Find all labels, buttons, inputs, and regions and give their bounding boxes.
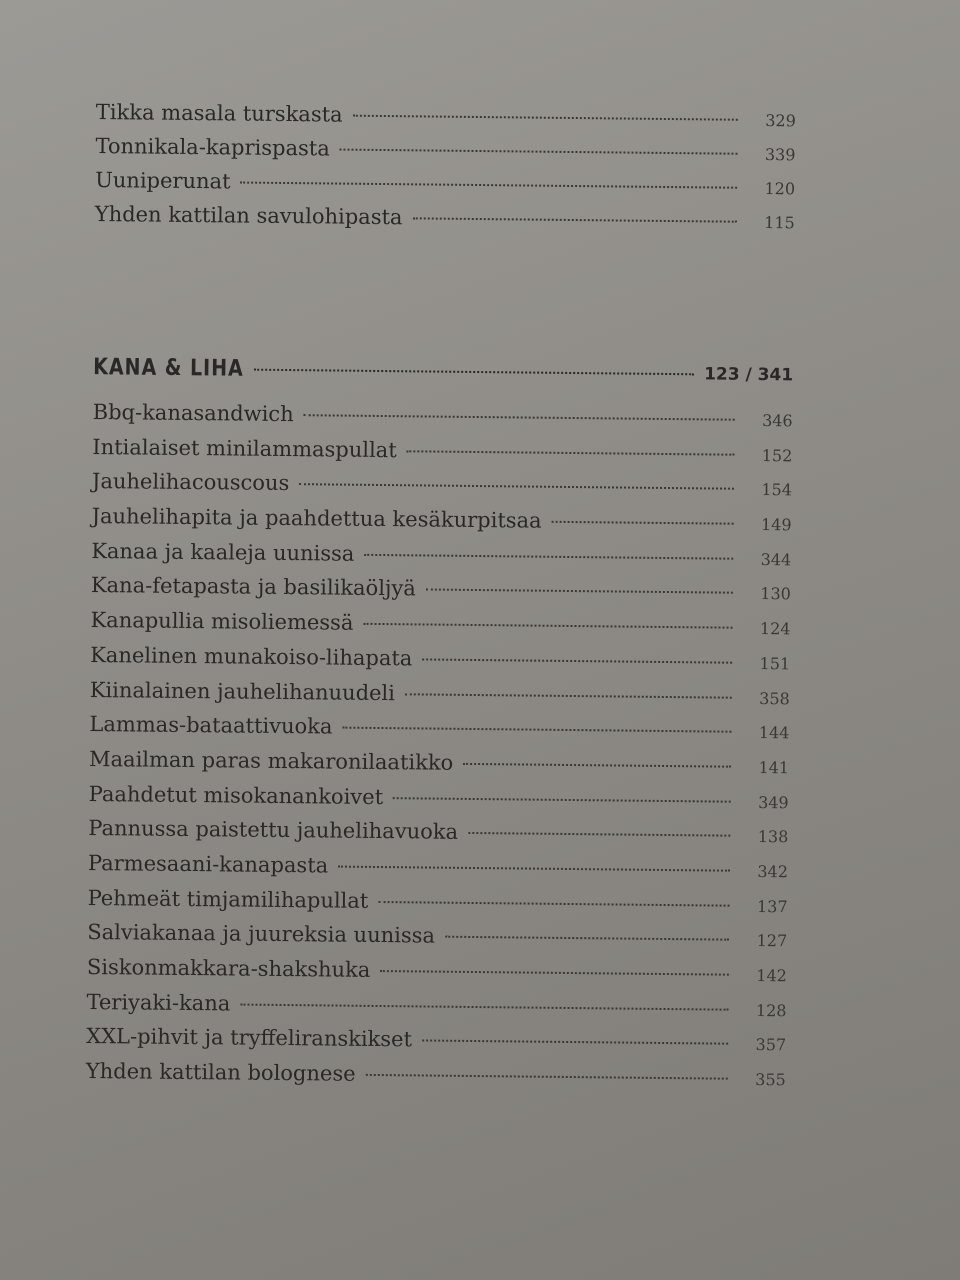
entry-page: 127 bbox=[756, 931, 788, 951]
entry-title: Tikka masala turskasta bbox=[95, 100, 343, 127]
leader-dots bbox=[364, 554, 733, 560]
entry-title: Kanapullia misoliemessä bbox=[90, 608, 354, 635]
entry-title: Bbq-kanasandwich bbox=[92, 399, 294, 427]
entry-title: Lammas-bataattivuoka bbox=[89, 712, 333, 739]
index-page bbox=[86, 100, 796, 1101]
leader-dots bbox=[378, 901, 729, 907]
index-entry bbox=[86, 1059, 786, 1101]
leader-dots bbox=[422, 1040, 728, 1045]
entry-title: Teriyaki-kana bbox=[86, 989, 231, 1016]
leader-dots bbox=[422, 658, 732, 663]
entry-title: Kanaa ja kaaleja uunissa bbox=[91, 538, 355, 566]
leader-dots bbox=[413, 217, 737, 222]
entry-page: 137 bbox=[756, 896, 788, 916]
entry-page: 144 bbox=[758, 723, 790, 743]
entry-title: Kana-fetapasta ja basilikaöljyä bbox=[90, 573, 417, 601]
entry-page: 152 bbox=[761, 445, 793, 465]
entry-page: 342 bbox=[757, 861, 789, 882]
entry-page: 130 bbox=[760, 584, 791, 604]
entry-title: Siskonmakkara-shakshuka bbox=[86, 954, 371, 982]
entry-title: Kiinalainen jauhelihanuudeli bbox=[89, 677, 396, 705]
entry-page: 154 bbox=[761, 480, 793, 500]
leader-dots bbox=[304, 414, 735, 421]
entry-page: 142 bbox=[756, 965, 787, 986]
leader-dots bbox=[407, 450, 735, 455]
entry-title: Parmesaani-kanapasta bbox=[87, 850, 329, 878]
leader-dots bbox=[240, 1003, 728, 1010]
entry-page: 115 bbox=[764, 213, 795, 233]
entry-title: Paahdetut misokanankoivet bbox=[88, 781, 384, 809]
leader-dots bbox=[405, 693, 732, 698]
kana-liha-section bbox=[86, 400, 793, 1101]
leader-dots bbox=[552, 521, 734, 525]
entry-page: 151 bbox=[759, 653, 791, 674]
entry-page: 349 bbox=[758, 792, 789, 812]
entry-page: 339 bbox=[764, 145, 796, 165]
entry-page: 149 bbox=[760, 515, 792, 535]
leader-dots bbox=[468, 832, 730, 837]
entry-title: Pehmeät timjamilihapullat bbox=[87, 885, 369, 913]
entry-page: 124 bbox=[759, 619, 791, 639]
leader-dots bbox=[338, 866, 730, 872]
leader-dots bbox=[426, 589, 733, 594]
entry-title: Kanelinen munakoiso-lihapata bbox=[90, 642, 413, 671]
entry-page: 128 bbox=[755, 1000, 787, 1020]
entry-page: 329 bbox=[765, 111, 796, 131]
leader-dots bbox=[366, 1074, 728, 1080]
leader-dots bbox=[363, 623, 732, 629]
entry-title: Jauhelihacouscous bbox=[91, 469, 290, 496]
entry-title: Uuniperunat bbox=[95, 167, 231, 194]
leader-dots bbox=[393, 797, 731, 803]
leader-dots bbox=[380, 970, 729, 976]
entry-title: Yhden kattilan savulohipasta bbox=[94, 201, 403, 230]
entry-title: Maailman paras makaronilaatikko bbox=[88, 746, 454, 775]
section-title: KANA & LIHA bbox=[93, 353, 244, 382]
section-pages: 123 / 341 bbox=[704, 364, 794, 386]
entry-title: Tonnikala-kaprispasta bbox=[95, 133, 330, 161]
entry-page: 357 bbox=[755, 1035, 787, 1055]
section-heading-kana-liha bbox=[93, 353, 794, 399]
leader-dots bbox=[342, 727, 731, 733]
entry-page: 346 bbox=[762, 410, 793, 431]
entry-title: Salviakanaa ja juureksia uunissa bbox=[87, 920, 436, 948]
entry-page: 141 bbox=[758, 757, 790, 778]
entry-page: 138 bbox=[757, 827, 789, 847]
index-entry bbox=[95, 202, 795, 243]
entry-page: 358 bbox=[759, 688, 790, 708]
leader-dots bbox=[340, 149, 738, 155]
leader-dots bbox=[241, 182, 738, 189]
entry-page: 355 bbox=[755, 1070, 786, 1090]
entry-page: 120 bbox=[764, 179, 796, 199]
entry-page: 344 bbox=[760, 549, 792, 570]
leader-dots bbox=[254, 369, 694, 376]
entry-title: XXL-pihvit ja tryffeliranskikset bbox=[86, 1024, 413, 1052]
entry-title: Yhden kattilan bolognese bbox=[85, 1059, 356, 1086]
leader-dots bbox=[353, 115, 738, 121]
entry-title: Jauhelihapita ja paahdettua kesäkurpitsaa bbox=[91, 504, 542, 533]
leader-dots bbox=[299, 484, 734, 491]
leader-dots bbox=[445, 936, 729, 941]
entry-title: Pannussa paistettu jauhelihavuoka bbox=[88, 816, 459, 845]
top-section bbox=[95, 100, 796, 243]
entry-title: Intialaiset minilammaspullat bbox=[92, 434, 397, 462]
leader-dots bbox=[463, 763, 731, 768]
